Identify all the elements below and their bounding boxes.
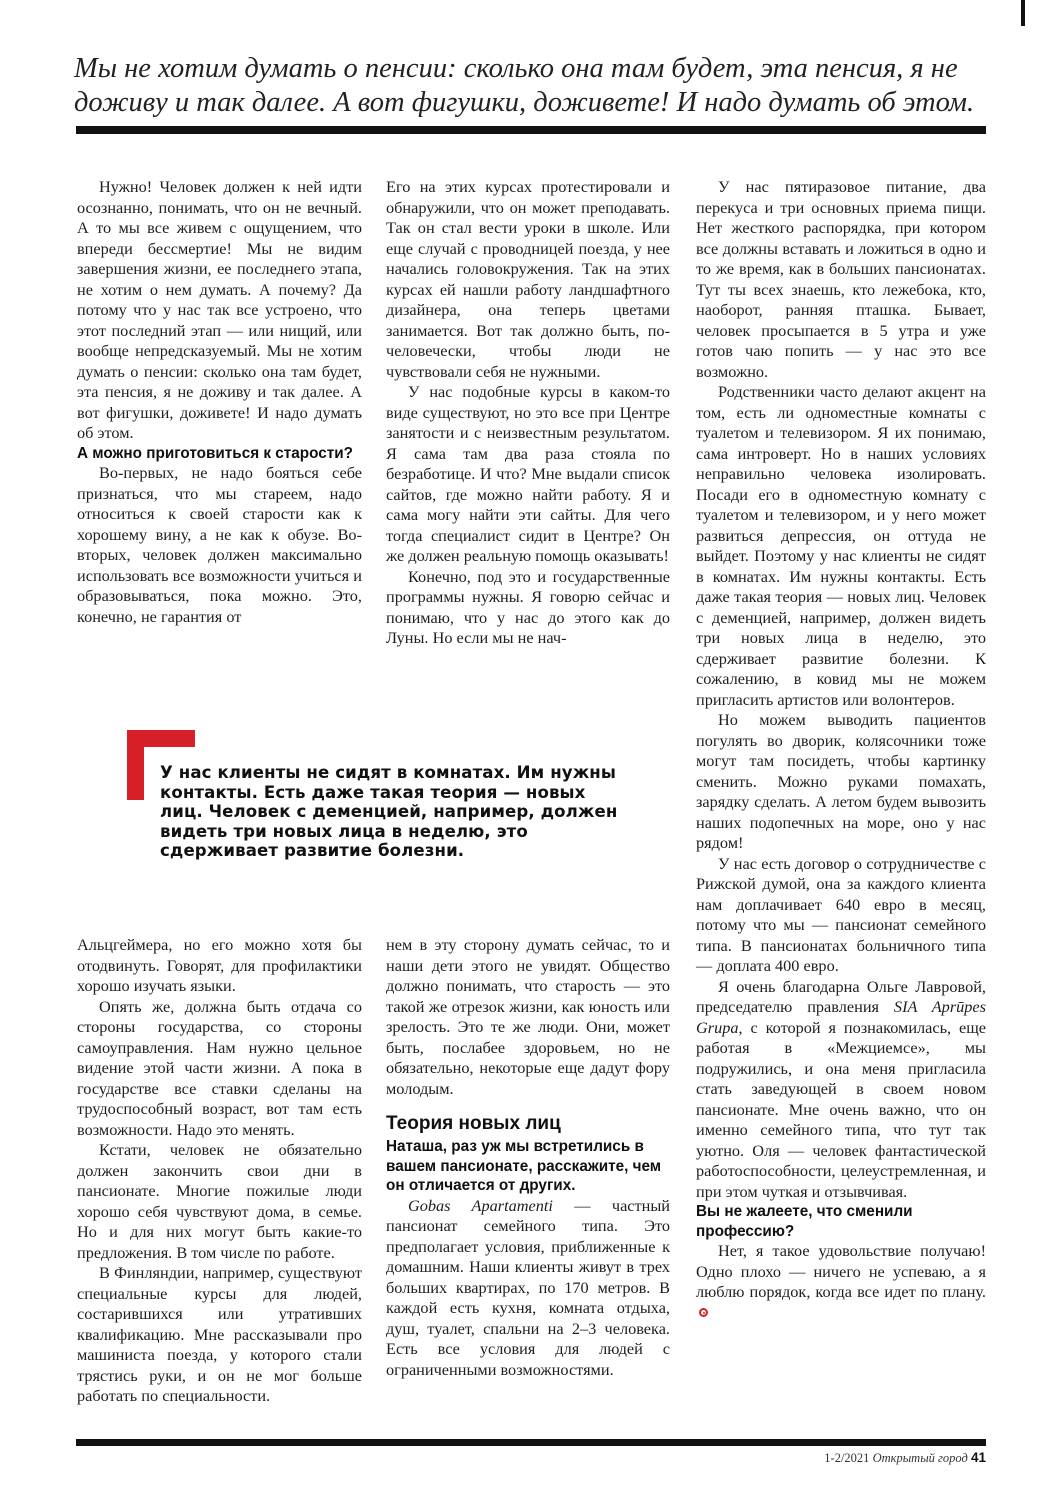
issue-number: 1-2/2021 <box>824 1451 870 1465</box>
bottom-rule <box>76 1439 986 1446</box>
paragraph: Конечно, под это и государственные программы нужны. Я говорю сейчас и понимаю, что у нас до этого как до Луны. Но если мы не нач- <box>386 566 670 647</box>
crop-mark <box>1021 0 1025 26</box>
paragraph-text: , с которой я познакомилась, еще работая в «Межциемсе», мы подружились, и она меня пригласила стать заведующей в своем новом пансионате. Мне очень важно, что он именно семейного типа, что тут так уютно. Оля — человек фантастической работоспособности, целеустремленная, и при этом чуткая и отзывчивая. <box>696 1017 986 1201</box>
pullquote: У нас клиенты не сидят в комнатах. Им нужны контакты. Есть даже такая теория — новых лиц. Человек с деменцией, например, должен видеть три новых лица в неделю, это сдерживает развитие болезни. <box>160 763 618 861</box>
paragraph: Родственники часто делают акцент на том, есть ли одноместные комнаты с туалетом и телевизором. Я их понимаю, сама интроверт. Но в наших условиях неправильно человека изолировать. Посади его в одноместную комнату с туалетом и телевизором, и у него может развиться депрессия, он оттуда не выйдет. Поэтому у нас клиенты не сидят в комнатах. Им нужны контакты. Есть даже такая теория — новых лиц. Человек с деменцией, например, должен видеть три новых лица в неделю, это сдерживает развитие болезни. К сожалению, в ковид мы не можем пригласить артистов или волонтеров. <box>696 382 986 709</box>
interview-question: Наташа, раз уж мы встретились в вашем пансионате, расскажите, чем он отличается от других. <box>386 1138 662 1194</box>
paragraph-text: — частный пансионат семейного типа. Это предполагает условия, приближенные к домашним. Наши клиенты живут в трех больших квартирах, по 170 метров. В каждой есть кухня, комната отдыха, душ, туалет, спальни на 2–3 человека. Есть все условия для людей с ограниченными возможностями. <box>386 1195 670 1379</box>
paragraph: У нас подобные курсы в каком-то виде существуют, но это все при Центре занятости и с неизвестным результатом. Я сама там два раза стояла по безработице. И что? Мне выдали список сайтов, где можно найти работу. Я и сама могу найти эти сайты. Для чего тогда специалист сидит в Центре? Он же должен реальную помощь оказывать! <box>386 382 670 565</box>
paragraph: Кстати, человек не обязательно должен закончить свои дни в пансионате. Многие пожилые люди хорошо себя чувствуют дома, в семье. Но и для них могут быть какие-то предложения. В том числе по работе. <box>77 1140 362 1262</box>
column-3 <box>696 177 986 1323</box>
paragraph: Опять же, должна быть отдача со стороны государства, со стороны самоуправления. Нам нужно цельное видение этой части жизни. А пока в государстве все ставки сделаны на трудоспособный возраст, вот там есть возможности. Надо это менять. <box>77 996 362 1139</box>
paragraph-text: Нет, я такое удовольствие получаю! Одно плохо — ничего не успеваю, а я люблю порядок, когда все идет по плану. <box>696 1241 986 1301</box>
column-1-bottom <box>77 935 362 1407</box>
paragraph <box>386 1196 670 1381</box>
pension-name: Gobas Apartamenti <box>408 1195 553 1215</box>
interview-question: А можно приготовиться к старости? <box>77 444 354 462</box>
headline-quote: Мы не хотим думать о пенсии: сколько она там будет, эта пенсия, я не доживу и так далее. А вот фигушки, доживете! И надо думать об этом. <box>74 53 975 118</box>
column-2-bottom <box>386 935 670 1380</box>
paragraph-text: Я очень благодарна Ольге Лавровой, председателю правления <box>696 976 986 1016</box>
paragraph: Его на этих курсах протестировали и обнаружили, что он может преподавать. Так он стал вести уроки в школе. Или еще случай с проводницей поезда, у нее начались головокружения. Так на этих курсах ей нашли работу ландшафтного дизайнера, она теперь цветами занимается. Вот так должно быть, по-человечески, чтобы люди не чувствовали себя не нужными. <box>386 177 670 381</box>
paragraph: У нас есть договор о сотрудничестве с Рижской думой, она за каждого клиента нам доплачивает 640 евро в месяц, потому что мы — пансионат семейного типа. В пансионатах больничного типа — доплата 400 евро. <box>696 853 986 975</box>
company-name: SIA Aprūpes Grupa <box>696 997 986 1037</box>
interview-question: Вы не жалеете, что сменили профессию? <box>696 1203 913 1240</box>
paragraph: У нас пятиразовое питание, два перекуса и три основных приема пищи. Нет жесткого распорядка, при котором все должны вставать и ложиться в одно и то же время, как в больших пансионатах. Тут ты всех знаешь, кто лежебока, кто, наоборот, ранняя пташка. Бывает, человек просыпается в 5 утра и уже готов чаю попить — у нас это все возможно. <box>696 177 986 381</box>
section-subheading: Теория новых лиц <box>386 1113 561 1134</box>
column-2-top <box>386 177 670 649</box>
magazine-name: Открытый город <box>872 1451 968 1465</box>
page-footer <box>824 1450 986 1466</box>
paragraph <box>696 977 986 1203</box>
paragraph: Во-первых, не надо бояться себе признаться, что мы стареем, надо относиться к своей старости как к хорошему вину, а не как к обузе. Во-вторых, человек должен максимально использовать все возможности учиться и образовываться, пока можно. Это, конечно, не гарантия от <box>77 463 362 626</box>
column-1-top <box>77 177 362 627</box>
page-number: 41 <box>970 1450 986 1465</box>
paragraph: Но можем выводить пациентов погулять во дворик, колясочники тоже могут там посидеть, чтобы картинку сменить. Можно руками помахать, зарядку сделать. А летом будем вывозить наших подопечных на море, оно у нас рядом! <box>696 710 986 852</box>
paragraph: Нужно! Человек должен к ней идти осознанно, понимать, что он не вечный. А то мы все живем с ощущением, что впереди бессмертие! Мы не видим завершения жизни, ее последнего этапа, не хотим о нем думать. А почему? Да потому что у нас так все устроено, что этот последний этап — или нищий, или вообще непредсказуемый. Мы не хотим думать о пенсии: сколько она там будет, эта пенсия, я не доживу и так далее. А вот фигушки, доживете! И надо думать об этом. <box>77 177 362 442</box>
end-of-article-icon <box>699 1308 708 1317</box>
paragraph: Альцгеймера, но его можно хотя бы отодвинуть. Говорят, для профилактики хорошо изучать языки. <box>77 935 362 995</box>
paragraph <box>696 1241 986 1323</box>
paragraph: В Финляндии, например, существуют специальные курсы для людей, состарившихся или утративших квалификацию. Мне рассказывали про машиниста поезда, у которого стали трястись руки, и он не мог больше работать по специальности. <box>77 1263 362 1405</box>
top-rule <box>76 126 986 134</box>
paragraph: нем в эту сторону думать сейчас, то и наши дети этого не увидят. Общество должно понимать, что старость — это такой же отрезок жизни, как юность или зрелость. Это те же люди. Они, может быть, послабее здоровьем, но не обязательно, некоторые еще дадут фору молодым. <box>386 935 670 1098</box>
